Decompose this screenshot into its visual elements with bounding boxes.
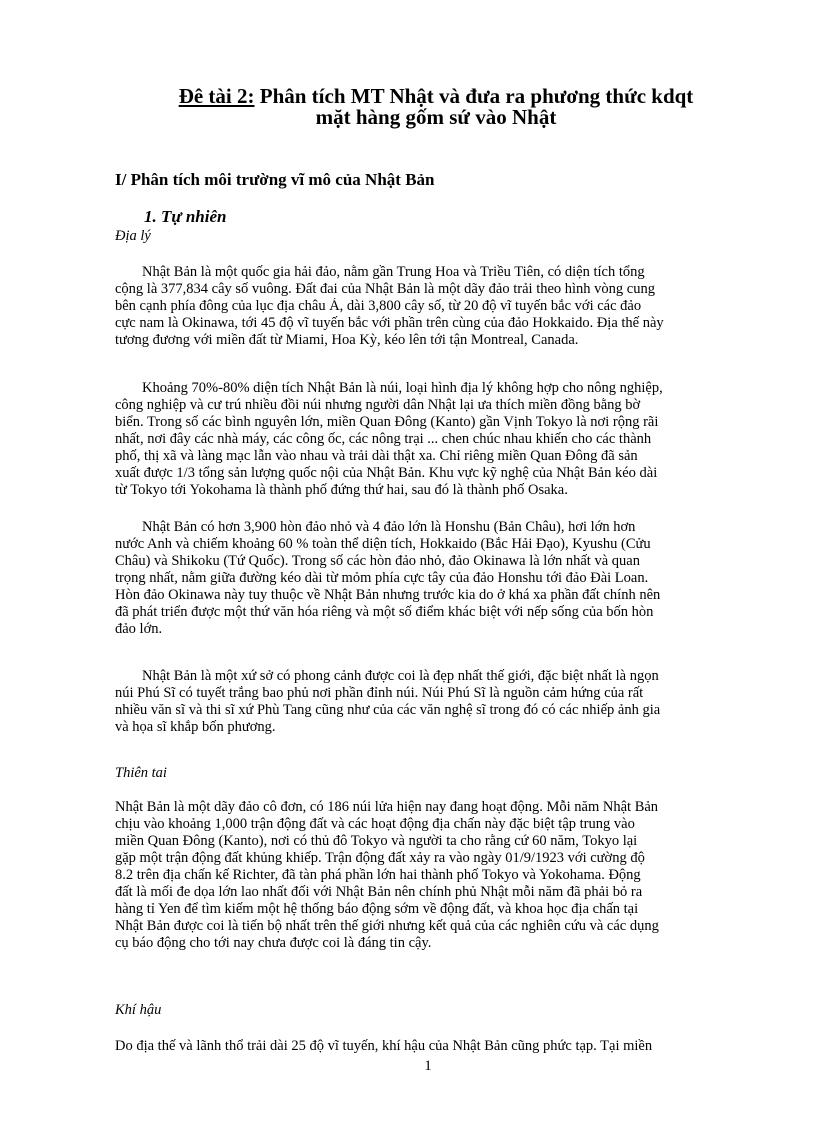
text-line: Hòn đảo Okinawa này tuy thuộc về Nhật Bản nhưng trước kia do ở khá xa phần đất chính nên <box>115 587 661 603</box>
text-line: biển. Trong số các bình nguyên lớn, miền Quan Đông (Kanto) gần Vịnh Tokyo là nơi rộng rãi <box>115 414 659 430</box>
text-line: Do địa thế và lãnh thổ trải dài 25 độ vĩ tuyến, khí hậu của Nhật Bản cũng phức tạp. Tại miền <box>115 1038 653 1054</box>
title-topic-text: Phân tích MT Nhật và đưa ra phương thức kdqt <box>254 84 694 108</box>
text-line: đất là mối đe dọa lớn lao nhất đối với Nhật Bản nên chính phủ Nhật mỗi năm đã phải bỏ ra <box>115 884 643 900</box>
geography-paragraph-3 <box>115 519 732 638</box>
text-line: công nghiệp và cư trú nhiều đồi núi nhưng người dân Nhật lại ưa thích miền đồng bằng bờ <box>115 397 641 413</box>
geography-label: Địa lý <box>115 228 151 244</box>
page-number: 1 <box>424 1058 432 1074</box>
text-line: tương đương với miền đất từ Miami, Hoa Kỳ, kéo lên tới tận Montreal, Canada. <box>115 332 579 348</box>
text-line: nhiều văn sĩ và thi sĩ xứ Phù Tang cũng như của các văn nghệ sĩ trong đó có các nhiếp ảnh gia <box>115 702 661 718</box>
text-line: đã phát triển được một thứ văn hóa riêng và một số điểm khác biệt với nếp sống của bốn hòn <box>115 604 654 620</box>
text-line: cực nam là Okinawa, tới 45 độ vĩ tuyến bắc với phần trên cùng của đảo Hokkaido. Địa thế này <box>115 315 664 331</box>
title-line-1 <box>96 86 776 107</box>
text-line: từ Tokyo tới Yokohama là thành phố đứng thứ hai, sau đó là thành phố Osaka. <box>115 482 568 498</box>
text-line: chịu vào khoảng 1,000 trận động đất và các hoạt động địa chấn này đặc biệt tập trung vào <box>115 816 635 832</box>
text-line: nhất, nơi đây các nhà máy, các công ốc, các nông trại ... chen chúc nhau khiến cho các thành <box>115 431 652 447</box>
title-topic-label: Đê tài 2: <box>178 84 255 108</box>
disaster-label: Thiên tai <box>115 765 167 781</box>
text-line: trọng nhất, nằm giữa đường kéo dài từ mỏm phía cực tây của đảo Honshu tới đảo Đài Loan. <box>115 570 649 586</box>
text-line: gặp một trận động đất khủng khiếp. Trận động đất xảy ra vào ngày 01/9/1923 với cường độ <box>115 850 645 866</box>
text-line: Châu) và Shikoku (Tứ Quốc). Trong số các hòn đảo nhỏ, đảo Okinawa là lớn nhất và quan <box>115 553 640 569</box>
text-line: hàng tỉ Yen để tìm kiếm một hệ thống báo động sớm về động đất, và khoa học địa chấn tại <box>115 901 639 917</box>
text-line: cụ báo động cho tới nay chưa được coi là đáng tin cậy. <box>115 935 432 951</box>
text-line: miền Quan Đông (Kanto), nơi có thủ đô Tokyo và người ta cho rằng cứ 60 năm, Tokyo lại <box>115 833 638 849</box>
section-heading: I/ Phân tích môi trường vĩ mô của Nhật Bản <box>115 170 435 189</box>
geography-paragraph-4 <box>115 668 732 736</box>
text-line: Nhật Bản là một xứ sở có phong cảnh được coi là đẹp nhất thế giới, đặc biệt nhất là ngọn <box>142 668 659 684</box>
text-line: phố, thị xã và làng mạc lẫn vào nhau và trải dài thật xa. Chỉ riêng miền Quan Đông đã sản <box>115 448 638 464</box>
geography-paragraph-2 <box>115 380 732 499</box>
climate-label: Khí hậu <box>115 1002 162 1018</box>
text-line: Khoảng 70%-80% diện tích Nhật Bản là núi, loại hình địa lý không hợp cho nông nghiệp, <box>142 380 663 396</box>
text-line: Nhật Bản có hơn 3,900 hòn đảo nhỏ và 4 đảo lớn là Honshu (Bản Châu), hơi lớn hơn <box>142 519 636 535</box>
text-line: xuất được 1/3 tổng sản lượng quốc nội của Nhật Bản. Khu vực kỹ nghệ của Nhật Bản kéo dài <box>115 465 658 481</box>
climate-paragraph <box>115 1038 732 1055</box>
disaster-paragraph <box>115 799 732 952</box>
subsection-heading: 1. Tự nhiên <box>144 207 227 226</box>
text-line: Nhật Bản là một quốc gia hải đảo, nằm gần Trung Hoa và Triều Tiên, có diện tích tổng <box>142 264 645 280</box>
text-line: bên cạnh phía đông của lục địa châu Á, dài 3,800 cây số, từ 20 độ vĩ tuyến bắc với các đảo <box>115 298 642 314</box>
text-line: đảo lớn. <box>115 621 163 637</box>
text-line: và họa sĩ khắp bốn phương. <box>115 719 276 735</box>
text-line: núi Phú Sĩ có tuyết trắng bao phủ nơi phần đỉnh núi. Núi Phú Sĩ là nguồn cảm hứng của rất <box>115 685 644 701</box>
document-title <box>96 86 776 128</box>
text-line: nước Anh và chiếm khoảng 60 % toàn thể diện tích, Hokkaido (Bắc Hải Đạo), Kyushu (Cửu <box>115 536 651 552</box>
text-line: Nhật Bản là một dãy đảo cô đơn, có 186 núi lửa hiện nay đang hoạt động. Mỗi năm Nhật Bản <box>115 799 659 815</box>
geography-paragraph-1 <box>115 264 732 349</box>
text-line: 8.2 trên địa chấn kế Richter, đã tàn phá phần lớn hai thành phố Tokyo và Yokohama. Động <box>115 867 641 883</box>
text-line: cộng là 377,834 cây số vuông. Đất đai của Nhật Bản là một dãy đảo trải theo hình vòng cung <box>115 281 655 297</box>
title-line-2: mặt hàng gốm sứ vào Nhật <box>315 105 557 129</box>
text-line: Nhật Bản được coi là tiến bộ nhất trên thế giới nhưng kết quả của các nghiên cứu và các dụng <box>115 918 659 934</box>
